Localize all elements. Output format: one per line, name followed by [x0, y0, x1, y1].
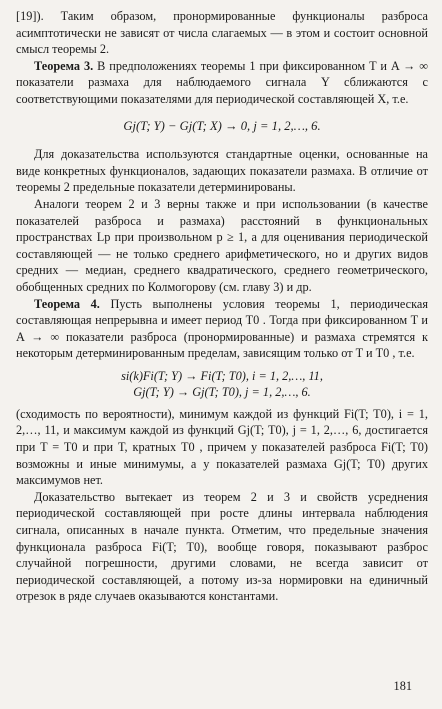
paragraph-analogues: Аналоги теорем 2 и 3 верны также и при использовании (в качестве показателей разброса и размаха) расстояний в функциональных пространствах Lp при произвольном p ≥ 1, а для оценивания периодической составляющей — не только среднего арифметического, но и других видов средних — медиан, среднего квадратического, среднего геометрического, обобщенных средних по Колмогорову (см. главу 3) и др. — [16, 196, 428, 294]
formula-2-line-2: Gj(T; Y) → Gj(T; T0), j = 1, 2,…, 6. — [133, 384, 311, 399]
formula-2-line-1: si(k)Fi(T; Y) → Fi(T; T0), i = 1, 2,…, 11, — [121, 368, 323, 383]
formula-2 — [16, 368, 428, 400]
theorem-3-text: В предположениях теоремы 1 при фиксированном T и A → ∞ показатели размаха для наблюдаемого сигнала Y сближаются с соответствующими показателями для периодической составляющей X, т.е. — [16, 58, 428, 106]
formula-1: Gj(T; Y) − Gj(T; X) → 0, j = 1, 2,…, 6. — [123, 118, 321, 133]
page-number: 181 — [393, 679, 412, 694]
paragraph-proof-4: Доказательство вытекает из теорем 2 и 3 и свойств усреднения периодической составляющей при росте длины интервала наблюдения сигнала, описанных в начале пункта. Отметим, что предельные значения функционала разброса Fi(T; T0), вообще говоря, показывают разброс случайной погрешности, другими словами, не всегда зависит от периодической составляющей, а потому из-за нормировки на единичный отрезок в ряде случаев оказываются константами. — [16, 489, 428, 604]
theorem-3 — [16, 58, 428, 108]
theorem-4-label: Теорема 4. — [34, 296, 100, 311]
theorem-4-text: Пусть выполнены условия теоремы 1, периодическая составляющая непрерывна и имеет период T0 . Тогда при фиксированном T и A → ∞ показатели разброса (пронормированные) и размаха стремятся к некоторым детерминированным пределам, зависящим только от T и T0 , т.е. — [16, 296, 429, 361]
theorem-3-label: Теорема 3. — [34, 58, 94, 73]
paragraph-convergence: (сходимость по вероятности), минимум каждой из функций Fi(T; T0), i = 1, 2,…, 11, и максимум каждой из функций Gj(T; T0), j = 1, 2,…, 6, достигается при T = T0 и при T, кратных T0 , причем у показателей разброса Fi(T; T0) возможны и иные минимумы, а у показателей размаха Gj(T; T0) других максимумов нет. — [16, 406, 428, 488]
paragraph-proof-3: Для доказательства используются стандартные оценки, основанные на виде конкретных функционалов, задающих показатели размаха. В отличие от теоремы 2 предельные показатели детерминированы. — [16, 147, 428, 195]
theorem-4 — [16, 296, 428, 362]
paragraph-intro: [19]). Таким образом, пронормированные функционалы разброса асимптотически не зависят от числа слагаемых — в этом и состоит основной смысл теоремы 2. — [16, 9, 428, 57]
